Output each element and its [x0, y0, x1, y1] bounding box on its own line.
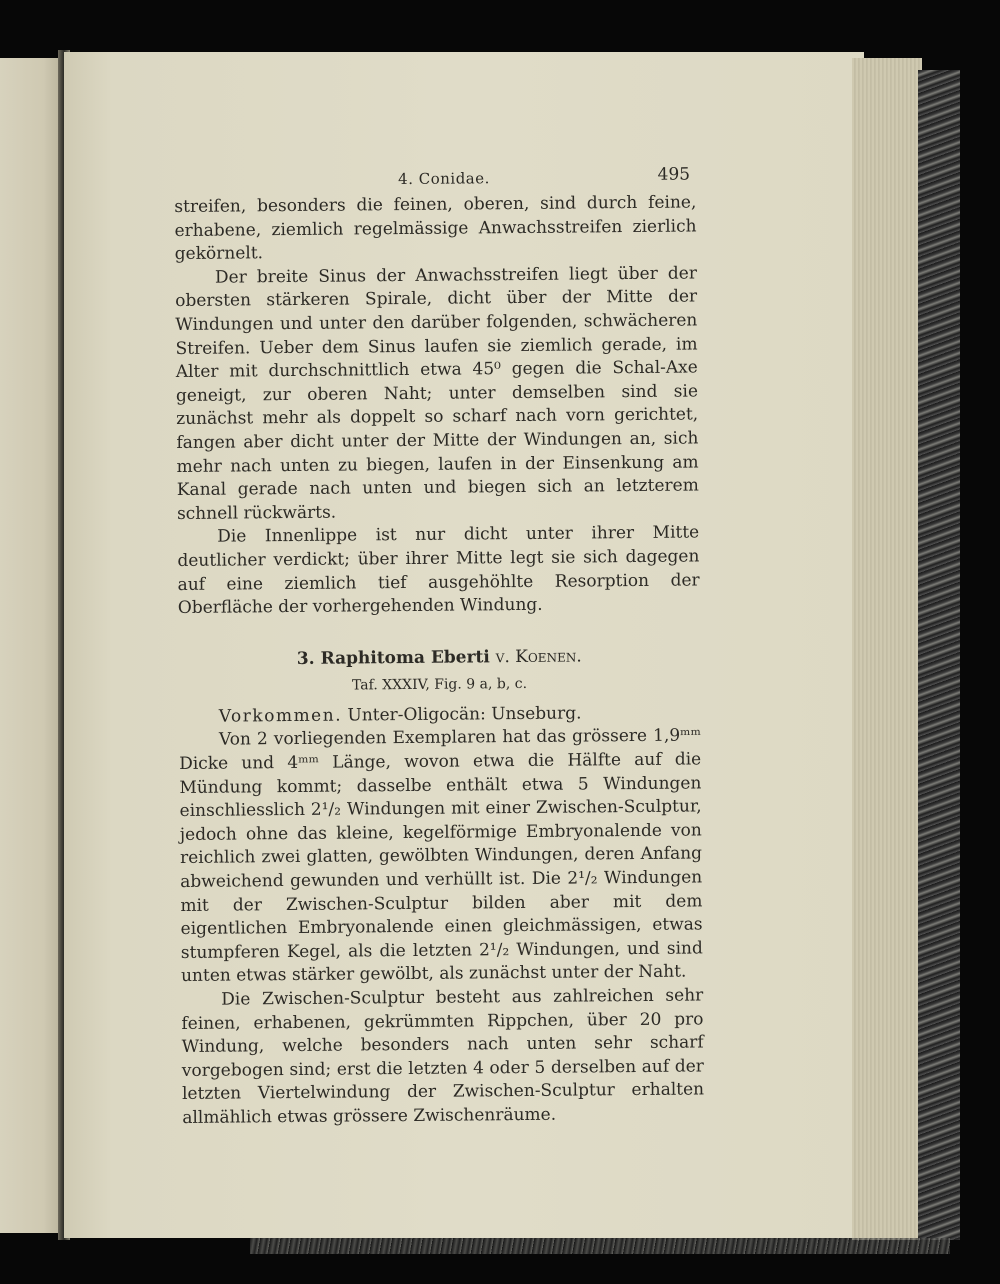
plate-reference: Taf. XXXIV, Fig. 9 a, b, c. [351, 676, 528, 694]
species-number: 3. [296, 648, 315, 669]
facing-page-edge [0, 58, 62, 1233]
species-heading [178, 644, 700, 672]
marbled-cover-bottom [250, 1238, 950, 1254]
paragraph: Die Innenlippe ist nur dicht unter ihrer Mitte deutlicher verdickt; über ihrer Mitte legt sie sich dagegen auf eine ziemlich tief ausgehöhlte Resorption der Oberfläche der vorhergehenden Windung. [177, 522, 700, 619]
page-block-edges [852, 58, 922, 1240]
species-author: v. Koenen. [495, 646, 582, 667]
page-number: 495 [657, 164, 691, 185]
species-name: Raphitoma Eberti [320, 646, 490, 669]
paragraph: Von 2 vorliegenden Exemplaren hat das grössere 1,9ᵐᵐ Dicke und 4ᵐᵐ Länge, wovon etwa die Hälfte auf die Mündung kommt; dasselbe enthält etwa 5 Windungen einschliesslich 2¹/₂ Windungen mit einer Zwischen-Sculptur, jedoch ohne das kleine, kegelförmige Embryonalende von reichlich zwei glatten, gewölbten Windungen, deren Anfang abweichend gewunden und verhüllt ist. Die 2¹/₂ Windungen mit der Zwischen-Sculptur bilden aber mit dem eigentlichen Embryonalende einen gleichmässigen, etwas stumpferen Kegel, als die letzten 2¹/₂ Windungen, und sind unten etwas stärker gewölbt, als zunächst unter der Naht. [179, 725, 703, 987]
paragraph: Der breite Sinus der Anwachsstreifen liegt über der obersten stärkeren Spirale, dicht über der Mitte der Windungen und unter den darüber folgenden, schwächeren Streifen. Ueber dem Sinus laufen sie ziemlich gerade, im Alter mit durchschnittlich etwa 45⁰ gegen die Schal-Axe geneigt, zur oberen Naht; unter demselben sind sie zunächst mehr als doppelt so scharf nach vorn gerichtet, fangen aber dicht unter der Mitte der Windungen an, sich mehr nach unten zu biegen, laufen in der Einsenkung am Kanal gerade nach unten und biegen sich an letzterem schnell rückwärts. [175, 263, 699, 524]
marbled-cover-edge [918, 70, 960, 1240]
paragraph: streifen, besonders die feinen, oberen, sind durch feine, erhabene, ziemlich regelmässige Anwachsstreifen zierlich gekörnelt. [174, 192, 697, 265]
section-title: 4. Conidae. [398, 169, 490, 189]
paragraph: Die Zwischen-Sculptur besteht aus zahlreichen sehr feinen, erhabenen, gekrümmten Rippchen, über 20 pro Windung, welche besonders nach unten sehr scharf vorgebogen sind; erst die letzten 4 oder 5 derselben auf der letzten Viertelwindung der Zwischen-Sculptur erhalten allmählich etwas grössere Zwischenräume. [181, 985, 705, 1128]
occurrence-value: Unter-Oligocän: Unseburg. [347, 703, 582, 726]
page-text [174, 163, 704, 1130]
running-header [174, 163, 696, 196]
occurrence-label: Vorkommen. [218, 705, 343, 727]
